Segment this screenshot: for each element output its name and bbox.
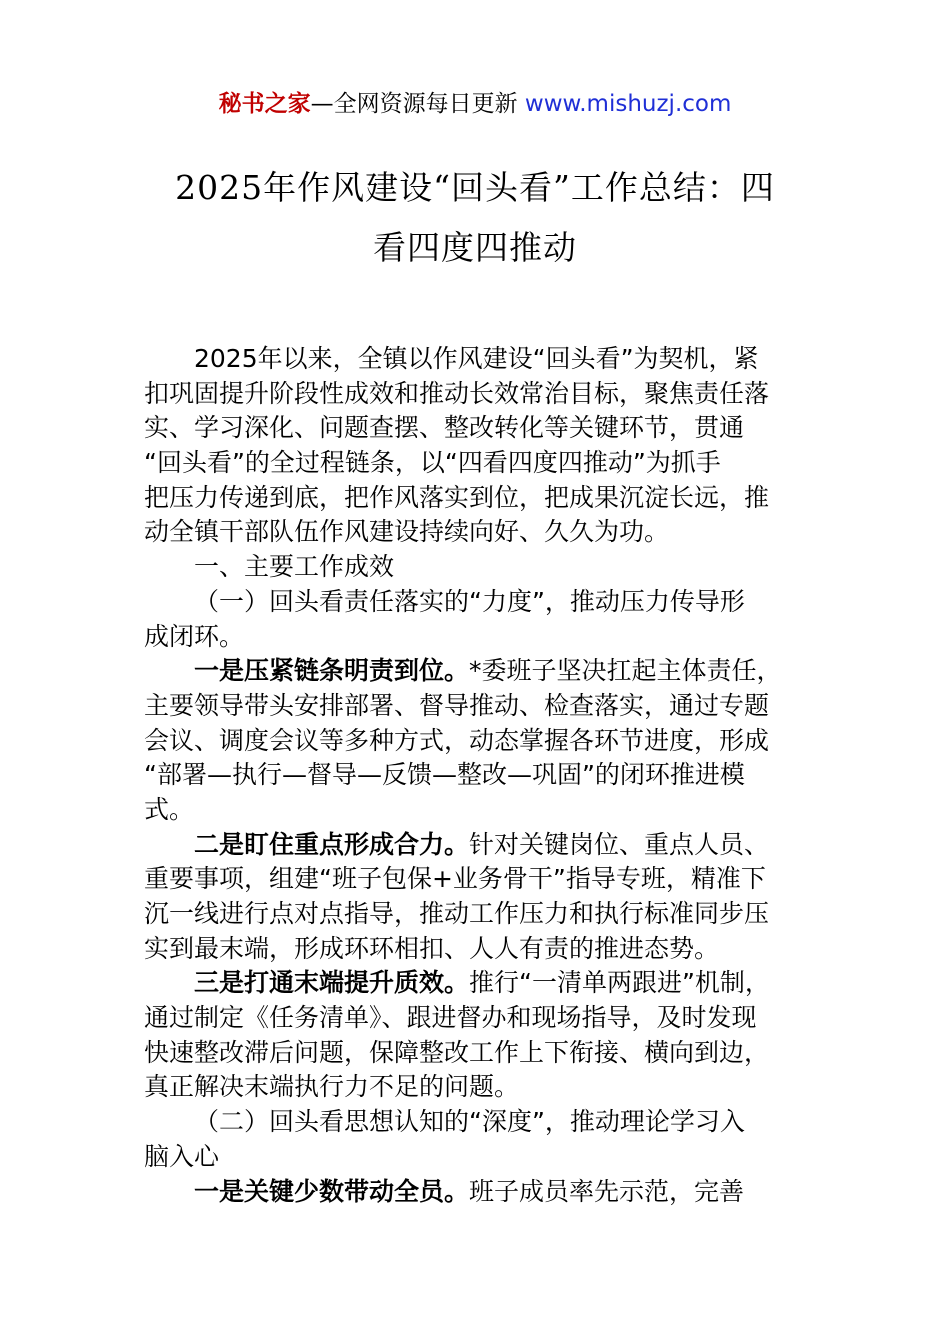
point-lead: 二是盯住重点形成合力。 <box>194 829 470 859</box>
subsection-heading: 成闭环。 <box>144 621 245 651</box>
paragraph-line: 通过制定《任务清单》、跟进督办和现场指导，及时发现 <box>144 1003 757 1033</box>
site-url-link[interactable]: www.mishuzj.com <box>524 91 732 117</box>
paragraph-line: 扣巩固提升阶段性成效和推动长效常治目标，聚焦责任落 <box>144 378 770 408</box>
paragraph-line: 把压力传递到底，把作风落实到位，把成果沉淀长远，推 <box>144 482 770 512</box>
point-text: 班子成员率先示范，完善 <box>469 1176 745 1206</box>
point-text: *委班子坚决扛起主体责任， <box>469 656 782 686</box>
paragraph-line: “回头看”的全过程链条，以“四看四度四推动”为抓手 <box>144 448 721 478</box>
paragraph-line: 实到最末端，形成环环相扣、人人有责的推进态势。 <box>144 933 720 963</box>
site-brand: 秘书之家 <box>218 91 311 117</box>
site-header <box>0 88 950 120</box>
paragraph-line: 真正解决末端执行力不足的问题。 <box>144 1072 520 1102</box>
paragraph-line: 式。 <box>144 794 195 824</box>
paragraph-line <box>144 654 824 689</box>
subsection-heading: （二）回头看思想认知的“深度”，推动理论学习入 <box>194 1107 745 1137</box>
section-heading: 一、主要工作成效 <box>194 552 395 582</box>
subsection-heading: （一）回头看责任落实的“力度”，推动压力传导形 <box>194 586 745 616</box>
point-lead: 一是关键少数带动全员。 <box>194 1176 470 1206</box>
subsection-heading: 脑入心 <box>144 1141 220 1171</box>
paragraph-line: 沉一线进行点对点指导，推动工作压力和执行标准同步压 <box>144 899 770 928</box>
paragraph-line: 快速整改滞后问题，保障整改工作上下衔接、横向到边， <box>144 1037 770 1067</box>
point-text: 推行“一清单两跟进”机制， <box>469 968 770 998</box>
point-text: 针对关键岗位、重点人员、 <box>469 829 770 859</box>
paragraph-line: 会议、调度会议等多种方式，动态掌握各环节进度，形成 <box>144 725 770 755</box>
document-body <box>144 342 824 1209</box>
paragraph-line: “部署—执行—督导—反馈—整改—巩固”的闭环推进模 <box>144 760 745 790</box>
title-line: 看四度四推动 <box>373 228 577 267</box>
paragraph-line <box>144 1175 824 1210</box>
paragraph-line <box>144 966 824 1001</box>
point-lead: 三是打通末端提升质效。 <box>194 968 470 998</box>
paragraph-line <box>144 828 824 863</box>
paragraph-line: 实、学习深化、问题查摆、整改转化等关键环节，贯通 <box>144 413 745 443</box>
document-title <box>120 158 830 278</box>
paragraph-line: 2025年以来，全镇以作风建设“回头看”为契机，紧 <box>194 344 759 373</box>
paragraph-line: 重要事项，组建“班子包保+业务骨干”指导专班，精准下 <box>144 864 766 894</box>
paragraph-line: 动全镇干部队伍作风建设持续向好、久久为功。 <box>144 517 670 547</box>
title-line: 2025年作风建设“回头看”工作总结：四 <box>175 168 775 207</box>
paragraph-line: 主要领导带头安排部署、督导推动、检查落实，通过专题 <box>144 690 770 720</box>
point-lead: 一是压紧链条明责到位。 <box>194 656 470 686</box>
site-tagline: —全网资源每日更新 <box>310 91 525 117</box>
